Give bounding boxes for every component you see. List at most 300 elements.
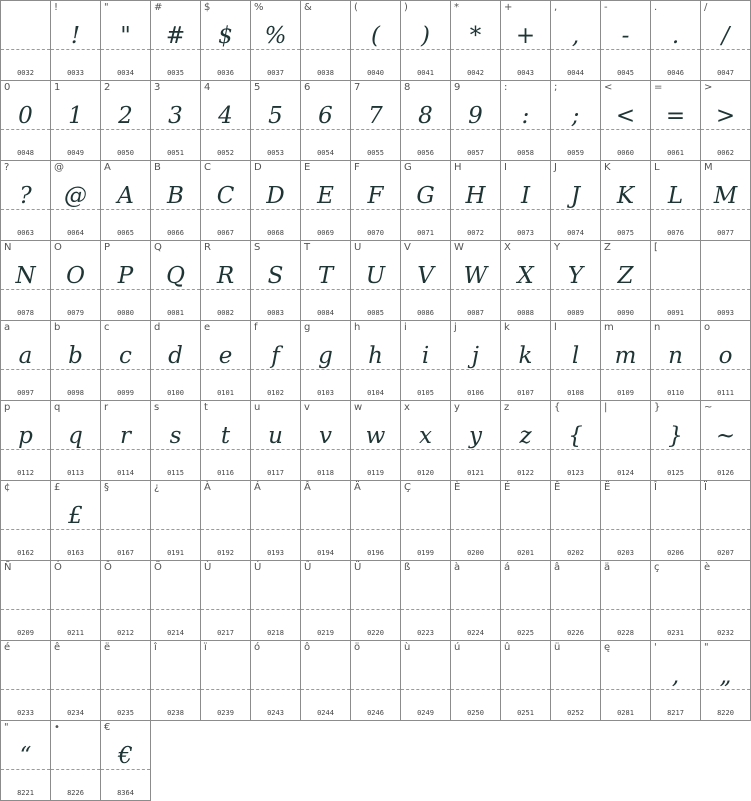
- glyph-cell-label: %: [254, 2, 264, 13]
- glyph-cell-label: ö: [354, 642, 361, 653]
- glyph-sample: Q: [166, 263, 185, 289]
- glyph-cell-label: R: [204, 242, 211, 253]
- glyph-cell-code: 0089: [567, 309, 584, 317]
- glyph-sample: }: [668, 423, 683, 449]
- glyph-cell: [700, 560, 751, 641]
- glyph-cell: [400, 640, 451, 721]
- glyph-cell-label: ,: [554, 2, 558, 13]
- glyph-cell-code: 0066: [167, 229, 184, 237]
- glyph-cell-code: 0040: [367, 69, 384, 77]
- glyph-cell: [250, 80, 301, 161]
- glyph-sample: [51, 579, 100, 613]
- glyph-sample: “: [19, 743, 32, 769]
- glyph-cell-label: 1: [54, 82, 61, 93]
- glyph-cell: [50, 480, 101, 561]
- glyph-cell: [200, 0, 251, 81]
- glyph-sample: B: [167, 183, 184, 209]
- glyph-sample: =: [665, 103, 686, 129]
- glyph-cell-code: 0122: [517, 469, 534, 477]
- glyph-cell-code: 0052: [217, 149, 234, 157]
- glyph-cell: [500, 0, 551, 81]
- glyph-sample: [601, 499, 650, 533]
- glyph-cell: [200, 640, 251, 721]
- glyph-cell-label: û: [504, 642, 511, 653]
- glyph-cell-code: 0050: [117, 149, 134, 157]
- glyph-cell: [600, 640, 651, 721]
- glyph-sample: x: [419, 423, 432, 449]
- glyph-cell-code: 0246: [367, 709, 384, 717]
- glyph-cell-label: y: [454, 402, 460, 413]
- glyph-cell-code: 0080: [117, 309, 134, 317]
- glyph-cell: [250, 400, 301, 481]
- glyph-cell: [200, 240, 251, 321]
- glyph-cell-label: ë: [104, 642, 111, 653]
- glyph-cell-label: z: [504, 402, 510, 413]
- glyph-sample: €: [118, 743, 133, 769]
- glyph-sample: [551, 659, 600, 693]
- glyph-cell-label: b: [54, 322, 61, 333]
- glyph-sample: 4: [218, 103, 233, 129]
- glyph-cell-code: 0211: [67, 629, 84, 637]
- glyph-cell-label: Ö: [154, 562, 162, 573]
- glyph-cell-code: 0194: [317, 549, 334, 557]
- glyph-cell-label: Ë: [604, 482, 611, 493]
- glyph-sample: d: [168, 343, 183, 369]
- glyph-cell-code: 0225: [517, 629, 534, 637]
- glyph-cell-code: 0192: [217, 549, 234, 557]
- glyph-cell-code: 0104: [367, 389, 384, 397]
- glyph-cell-label: i: [404, 322, 407, 333]
- glyph-cell-code: 0116: [217, 469, 234, 477]
- glyph-sample: l: [571, 343, 580, 369]
- glyph-cell-label: P: [104, 242, 111, 253]
- glyph-cell: [100, 320, 151, 401]
- glyph-cell: [300, 560, 351, 641]
- glyph-sample: [651, 499, 700, 533]
- glyph-cell-code: 0231: [667, 629, 684, 637]
- glyph-cell-label: N: [4, 242, 12, 253]
- glyph-sample: 6: [318, 103, 333, 129]
- glyph-sample: h: [368, 343, 383, 369]
- glyph-sample: [351, 659, 400, 693]
- glyph-cell-label: ": [4, 722, 9, 733]
- glyph-cell-code: 0109: [617, 389, 634, 397]
- glyph-sample: C: [216, 183, 235, 209]
- glyph-cell-code: 0212: [117, 629, 134, 637]
- glyph-cell-label: Û: [304, 562, 312, 573]
- glyph-cell: [50, 400, 101, 481]
- glyph-sample: [101, 659, 150, 693]
- glyph-cell-label: 2: [104, 82, 111, 93]
- glyph-cell: [50, 320, 101, 401]
- glyph-cell: [450, 0, 501, 81]
- glyph-cell-label: T: [304, 242, 311, 253]
- glyph-cell-code: 0065: [117, 229, 134, 237]
- glyph-cell-label: <: [604, 82, 613, 93]
- glyph-cell-label: d: [154, 322, 161, 333]
- glyph-cell-code: 0058: [517, 149, 534, 157]
- glyph-sample: >: [715, 103, 736, 129]
- glyph-cell-code: 0069: [317, 229, 334, 237]
- glyph-cell-label: /: [704, 2, 708, 13]
- glyph-cell-label: ": [104, 2, 109, 13]
- glyph-cell-label: •: [54, 722, 60, 733]
- glyph-cell-label: Ó: [54, 562, 62, 573]
- glyph-sample: 1: [68, 103, 83, 129]
- glyph-cell: [400, 400, 451, 481]
- glyph-cell-label: 4: [204, 82, 211, 93]
- glyph-cell: [450, 400, 501, 481]
- glyph-cell: [100, 80, 151, 161]
- glyph-cell: [400, 560, 451, 641]
- glyph-cell-code: 0043: [517, 69, 534, 77]
- glyph-cell: [100, 400, 151, 481]
- glyph-sample: L: [667, 183, 684, 209]
- glyph-cell-code: 0196: [367, 549, 384, 557]
- glyph-sample: [601, 419, 650, 453]
- glyph-cell: [500, 640, 551, 721]
- glyph-sample: y: [469, 423, 482, 449]
- glyph-cell: [200, 320, 251, 401]
- glyph-cell: [350, 0, 401, 81]
- glyph-sample: M: [713, 183, 738, 209]
- glyph-cell: [150, 640, 201, 721]
- glyph-cell-label: l: [554, 322, 557, 333]
- glyph-cell-code: 0032: [17, 69, 34, 77]
- glyph-cell-code: 0105: [417, 389, 434, 397]
- glyph-cell: [500, 160, 551, 241]
- glyph-cell-code: 0207: [717, 549, 734, 557]
- glyph-cell: [400, 80, 451, 161]
- glyph-cell-code: 0037: [267, 69, 284, 77]
- glyph-cell: [150, 560, 201, 641]
- glyph-cell-code: 0167: [117, 549, 134, 557]
- glyph-cell-label: ô: [304, 642, 311, 653]
- glyph-sample: ?: [19, 183, 32, 209]
- glyph-cell-code: 0200: [467, 549, 484, 557]
- glyph-cell-code: 0193: [267, 549, 284, 557]
- glyph-cell: [350, 560, 401, 641]
- glyph-cell-label: W: [454, 242, 464, 253]
- glyph-cell: [50, 160, 101, 241]
- glyph-cell-label: j: [454, 322, 457, 333]
- glyph-sample: O: [66, 263, 85, 289]
- glyph-cell-label: ó: [254, 642, 261, 653]
- glyph-cell-label: K: [604, 162, 611, 173]
- glyph-cell: [0, 320, 51, 401]
- glyph-cell-code: 0082: [217, 309, 234, 317]
- glyph-cell: [250, 320, 301, 401]
- glyph-sample: 9: [468, 103, 483, 129]
- glyph-cell-code: 0214: [167, 629, 184, 637]
- glyph-sample: ,: [671, 663, 680, 689]
- glyph-cell-code: 0114: [117, 469, 134, 477]
- glyph-cell-code: 0232: [717, 629, 734, 637]
- glyph-sample: [651, 579, 700, 613]
- glyph-cell-label: r: [104, 402, 109, 413]
- glyph-cell-label: 6: [304, 82, 311, 93]
- glyph-cell-label: 5: [254, 82, 261, 93]
- glyph-sample: r: [120, 423, 131, 449]
- glyph-cell: [700, 640, 751, 721]
- glyph-sample: *: [469, 23, 482, 49]
- glyph-cell-label: h: [354, 322, 361, 333]
- glyph-cell-label: S: [254, 242, 261, 253]
- glyph-sample: ;: [571, 103, 580, 129]
- glyph-cell-label: U: [354, 242, 362, 253]
- glyph-cell-code: 0093: [717, 309, 734, 317]
- glyph-sample: Z: [617, 263, 634, 289]
- glyph-cell-label: E: [304, 162, 311, 173]
- glyph-cell-label: 7: [354, 82, 361, 93]
- glyph-cell-code: 0233: [17, 709, 34, 717]
- glyph-cell-code: 0033: [67, 69, 84, 77]
- glyph-cell-code: 0100: [167, 389, 184, 397]
- glyph-cell: [450, 640, 501, 721]
- glyph-cell-label: Ú: [254, 562, 262, 573]
- glyph-cell: [150, 400, 201, 481]
- glyph-sample: R: [216, 263, 235, 289]
- glyph-cell-code: 0083: [267, 309, 284, 317]
- glyph-cell-label: |: [604, 402, 608, 413]
- glyph-cell-code: 0112: [17, 469, 34, 477]
- glyph-cell-label: 0: [4, 82, 11, 93]
- glyph-cell: [500, 80, 551, 161]
- glyph-cell: [0, 400, 51, 481]
- glyph-cell: [700, 320, 751, 401]
- glyph-cell-label: D: [254, 162, 262, 173]
- glyph-cell-code: 0209: [17, 629, 34, 637]
- glyph-cell-label: V: [404, 242, 411, 253]
- glyph-sample: [701, 259, 750, 293]
- glyph-cell-code: 0062: [717, 149, 734, 157]
- glyph-sample: g: [318, 343, 333, 369]
- glyph-cell: [300, 400, 351, 481]
- glyph-cell-code: 0117: [267, 469, 284, 477]
- glyph-cell: [500, 400, 551, 481]
- glyph-cell: [50, 240, 101, 321]
- glyph-cell: [400, 320, 451, 401]
- glyph-cell: [300, 160, 351, 241]
- glyph-cell-label: ": [704, 642, 709, 653]
- glyph-cell: [600, 240, 651, 321]
- glyph-cell-code: 0119: [367, 469, 384, 477]
- glyph-cell-label: ß: [404, 562, 411, 573]
- glyph-sample: K: [616, 183, 635, 209]
- glyph-cell-code: 0199: [417, 549, 434, 557]
- glyph-cell: [550, 560, 601, 641]
- glyph-sample: [151, 499, 200, 533]
- glyph-cell-label: Z: [604, 242, 611, 253]
- glyph-cell: [250, 480, 301, 561]
- glyph-cell-label: A: [104, 162, 111, 173]
- glyph-cell: [100, 160, 151, 241]
- glyph-cell-code: 0107: [517, 389, 534, 397]
- glyph-cell-label: Ï: [704, 482, 707, 493]
- glyph-cell: [0, 80, 51, 161]
- glyph-cell-code: 0217: [217, 629, 234, 637]
- glyph-cell-code: 0071: [417, 229, 434, 237]
- glyph-cell: [550, 240, 601, 321]
- glyph-sample: £: [68, 503, 83, 529]
- glyph-cell-code: 0202: [567, 549, 584, 557]
- glyph-cell-label: É: [504, 482, 511, 493]
- glyph-sample: m: [614, 343, 637, 369]
- glyph-cell: [650, 0, 701, 81]
- glyph-sample: [351, 579, 400, 613]
- glyph-cell: [150, 240, 201, 321]
- glyph-sample: [551, 579, 600, 613]
- glyph-cell-code: 0234: [67, 709, 84, 717]
- glyph-sample: q: [68, 423, 83, 449]
- glyph-sample: z: [519, 423, 532, 449]
- glyph-cell: [250, 560, 301, 641]
- glyph-cell-label: 3: [154, 82, 161, 93]
- glyph-cell: [500, 560, 551, 641]
- glyph-cell: [550, 480, 601, 561]
- glyph-cell-label: x: [404, 402, 410, 413]
- glyph-cell-code: 8220: [717, 709, 734, 717]
- glyph-cell: [50, 0, 101, 81]
- glyph-cell-code: 0203: [617, 549, 634, 557]
- glyph-cell-code: 0201: [517, 549, 534, 557]
- glyph-cell-label: î: [154, 642, 157, 653]
- glyph-cell-label: Ô: [104, 562, 112, 573]
- glyph-cell-label: 8: [404, 82, 411, 93]
- glyph-cell-label: È: [454, 482, 461, 493]
- glyph-sample: E: [317, 183, 334, 209]
- glyph-cell-label: à: [454, 562, 461, 573]
- glyph-cell-label: o: [704, 322, 711, 333]
- glyph-cell: [0, 0, 51, 81]
- glyph-cell: [600, 480, 651, 561]
- glyph-cell-label: e: [204, 322, 211, 333]
- glyph-sample: [601, 659, 650, 693]
- glyph-cell-code: 0072: [467, 229, 484, 237]
- glyph-cell-label: q: [54, 402, 61, 413]
- glyph-cell-code: 0124: [617, 469, 634, 477]
- glyph-cell-code: 0219: [317, 629, 334, 637]
- glyph-sample: [451, 579, 500, 613]
- glyph-cell: [700, 480, 751, 561]
- glyph-cell-code: 0074: [567, 229, 584, 237]
- glyph-cell: [600, 0, 651, 81]
- glyph-cell-code: 0087: [467, 309, 484, 317]
- glyph-cell: [250, 0, 301, 81]
- glyph-cell-label: H: [454, 162, 462, 173]
- glyph-cell: [500, 320, 551, 401]
- glyph-cell-label: }: [654, 402, 661, 413]
- glyph-cell: [550, 640, 601, 721]
- glyph-cell-code: 0099: [117, 389, 134, 397]
- glyph-sample: G: [416, 183, 435, 209]
- glyph-sample: p: [18, 423, 33, 449]
- glyph-cell-label: !: [54, 2, 59, 13]
- glyph-sample: [651, 259, 700, 293]
- glyph-cell-label: n: [654, 322, 661, 333]
- glyph-sample: [401, 659, 450, 693]
- glyph-sample: J: [570, 183, 581, 209]
- glyph-cell-code: 0076: [667, 229, 684, 237]
- glyph-cell: [450, 240, 501, 321]
- glyph-sample: [1, 659, 50, 693]
- glyph-cell: [250, 160, 301, 241]
- glyph-cell-code: 0224: [467, 629, 484, 637]
- glyph-cell-code: 8217: [667, 709, 684, 717]
- glyph-sample: [301, 19, 350, 53]
- glyph-cell-code: 0097: [17, 389, 34, 397]
- glyph-cell-code: 0239: [217, 709, 234, 717]
- glyph-sample: t: [220, 423, 231, 449]
- glyph-sample: A: [117, 183, 134, 209]
- glyph-cell: [350, 160, 401, 241]
- glyph-cell-label: G: [404, 162, 412, 173]
- glyph-cell-label: -: [604, 2, 608, 13]
- glyph-sample: ,: [571, 23, 580, 49]
- glyph-cell-code: 0059: [567, 149, 584, 157]
- glyph-sample: (: [371, 23, 380, 49]
- glyph-cell-code: 0090: [617, 309, 634, 317]
- glyph-cell-code: 0060: [617, 149, 634, 157]
- glyph-cell-label: (: [354, 2, 358, 13]
- glyph-sample: i: [421, 343, 430, 369]
- glyph-cell-code: 0108: [567, 389, 584, 397]
- glyph-cell-label: á: [504, 562, 511, 573]
- glyph-cell: [600, 160, 651, 241]
- glyph-cell-code: 0243: [267, 709, 284, 717]
- glyph-cell-label: À: [204, 482, 211, 493]
- glyph-cell: [550, 320, 601, 401]
- glyph-cell-label: O: [54, 242, 62, 253]
- glyph-cell-label: &: [304, 2, 312, 13]
- glyph-cell-label: ú: [454, 642, 461, 653]
- glyph-sample: j: [471, 343, 480, 369]
- glyph-cell-code: 0118: [317, 469, 334, 477]
- glyph-sample: [401, 499, 450, 533]
- glyph-cell: [50, 80, 101, 161]
- glyph-cell: [700, 240, 751, 321]
- glyph-sample: w: [365, 423, 386, 449]
- glyph-cell-label: [: [654, 242, 658, 253]
- glyph-sample: I: [520, 183, 531, 209]
- glyph-cell: [350, 640, 401, 721]
- glyph-cell: [450, 80, 501, 161]
- glyph-sample: <: [615, 103, 636, 129]
- glyph-sample: [251, 499, 300, 533]
- glyph-sample: [301, 659, 350, 693]
- glyph-cell: [0, 560, 51, 641]
- glyph-cell: [0, 160, 51, 241]
- glyph-cell-code: 0206: [667, 549, 684, 557]
- glyph-cell-label: ę: [604, 642, 611, 653]
- glyph-cell-label: =: [654, 82, 663, 93]
- glyph-cell-code: 0086: [417, 309, 434, 317]
- glyph-cell-code: 0218: [267, 629, 284, 637]
- glyph-sample: [451, 659, 500, 693]
- glyph-cell-label: F: [354, 162, 360, 173]
- glyph-sample: [601, 579, 650, 613]
- glyph-cell-code: 0249: [417, 709, 434, 717]
- glyph-sample: [701, 499, 750, 533]
- glyph-cell-code: 0244: [317, 709, 334, 717]
- glyph-cell-code: 0073: [517, 229, 534, 237]
- glyph-sample: [301, 499, 350, 533]
- glyph-sample: %: [264, 23, 287, 49]
- glyph-sample: e: [218, 343, 233, 369]
- glyph-cell-code: 0101: [217, 389, 234, 397]
- glyph-cell: [650, 560, 701, 641]
- glyph-cell-label: $: [204, 2, 211, 13]
